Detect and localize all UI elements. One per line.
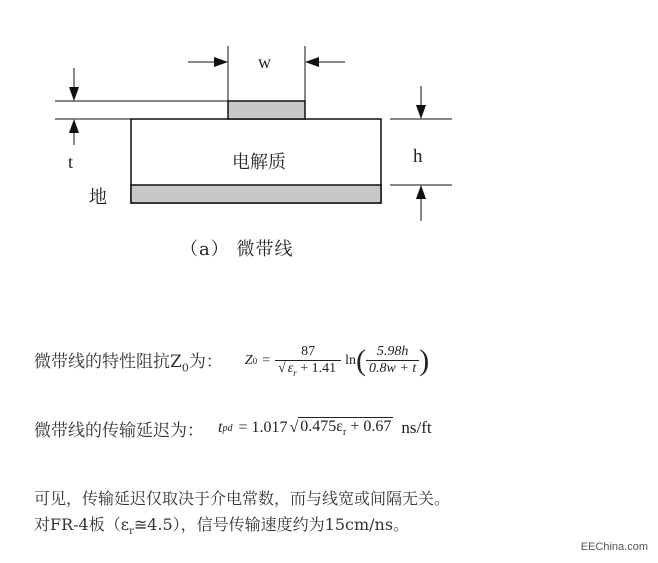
note-line-1: 可见，传输延迟仅取决于介电常数，而与线宽或间隔无关。	[34, 489, 451, 508]
signal-trace	[228, 101, 305, 119]
w-arrowhead-left	[214, 57, 228, 67]
impedance-formula: Z 0 = $\frac{87}{√ \varepsilon_r + 1.41}$ ln ( $\frac{5.98h}{0.8w + t}$ )	[244, 343, 430, 378]
width-label: w	[258, 52, 271, 72]
watermark: EEChina.com	[580, 541, 648, 553]
ground-plane	[131, 185, 381, 203]
delay-formula: t pd = 1.017 √ $0.475\varepsilon_r + 0.67$	[218, 418, 392, 439]
h-arrowhead-bottom	[416, 185, 426, 199]
delay-unit: ns/ft	[401, 418, 432, 437]
impedance-inner-fraction: $\frac{5.98h}{0.8w + t}$	[366, 344, 419, 377]
height-label: h	[413, 146, 423, 167]
impedance-row	[34, 336, 429, 386]
impedance-label: 微带线的特性阻抗$Z_0$为：	[34, 352, 223, 375]
thickness-label: t	[68, 152, 74, 172]
dielectric-label: 电解质	[232, 152, 286, 173]
diagram-caption: （a） 微带线	[180, 239, 294, 260]
ground-label: 地	[89, 187, 107, 208]
t-arrowhead-bottom	[69, 119, 79, 133]
w-arrowhead-right	[305, 57, 319, 67]
impedance-main-fraction: $\frac{87}{√ \varepsilon_r + 1.41}$	[275, 344, 341, 378]
note-line-2: 对FR-4板$(\varepsilon_r≅4.5)$，信号传输速度约为15cm/ns。	[34, 515, 410, 538]
t-arrowhead-top	[69, 87, 79, 101]
h-arrowhead-top	[416, 105, 426, 119]
delay-row	[34, 412, 432, 444]
delay-label: 微带线的传输延迟为：	[34, 420, 204, 441]
